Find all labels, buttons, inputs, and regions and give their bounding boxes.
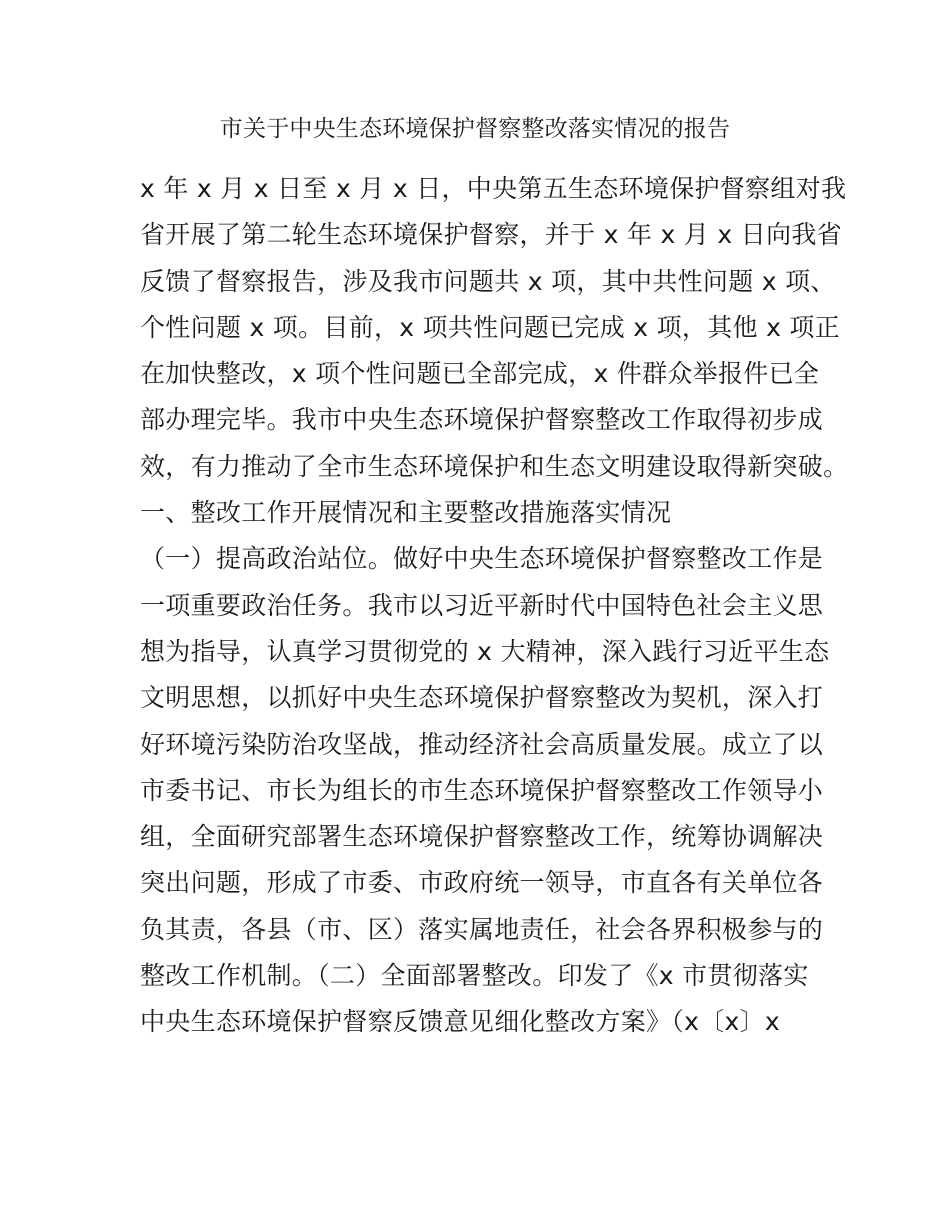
body-line: 文明思想，以抓好中央生态环境保护督察整改为契机，深入打	[140, 683, 824, 713]
body-line: 好环境污染防治攻坚战，推动经济社会高质量发展。成立了以	[140, 729, 824, 759]
body-line: x 年 x 月 x 日至 x 月 x 日，中央第五生态环境保护督察组对我	[140, 174, 847, 203]
body-line: 反馈了督察报告，涉及我市问题共 x 项，其中共性问题 x 项、	[140, 266, 836, 296]
body-line: 中央生态环境保护督察反馈意见细化整改方案》（x〔x〕x	[140, 1007, 780, 1037]
body-line: 一项重要政治任务。我市以习近平新时代中国特色社会主义思	[140, 590, 824, 620]
section-heading: 一、整改工作开展情况和主要整改措施落实情况	[140, 498, 672, 528]
body-line: 省开展了第二轮生态环境保护督察，并于 x 年 x 月 x 日向我省	[140, 220, 842, 250]
body-line: 整改工作机制。（二）全面部署整改。印发了《x 市贯彻落实	[140, 961, 809, 991]
body-line: 部办理完毕。我市中央生态环境保护督察整改工作取得初步成	[140, 405, 824, 435]
document-body	[140, 166, 849, 1046]
body-line: 个性问题 x 项。目前，x 项共性问题已完成 x 项，其他 x 项正	[140, 312, 841, 342]
body-line: 效，有力推动了全市生态环境保护和生态文明建设取得新突破。	[140, 451, 849, 481]
body-line: 组，全面研究部署生态环境保护督察整改工作，统筹协调解决	[140, 822, 824, 852]
body-line: 市委书记、市长为组长的市生态环境保护督察整改工作领导小	[140, 775, 824, 805]
body-line: 负其责，各县（市、区）落实属地责任，社会各界积极参与的	[140, 914, 824, 944]
body-line: （一）提高政治站位。做好中央生态环境保护督察整改工作是	[140, 544, 824, 574]
document-title: 市关于中央生态环境保护督察整改落实情况的报告	[219, 116, 731, 142]
body-line: 突出问题，形成了市委、市政府统一领导，市直各有关单位各	[140, 868, 824, 898]
body-line: 在加快整改，x 项个性问题已全部完成，x 件群众举报件已全	[140, 359, 820, 389]
body-line: 想为指导，认真学习贯彻党的 x 大精神，深入践行习近平生态	[140, 636, 830, 666]
